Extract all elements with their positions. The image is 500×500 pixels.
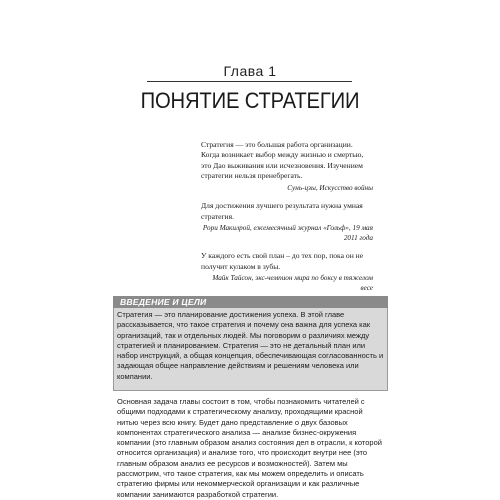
section-heading-banner <box>113 296 388 308</box>
epigraph-text: Стратегия — это большая работа организации. Когда возникает выбор между жизнью и смертью, это Дао выживания или исчезновения. Изучением стратегии нельзя пренебрегать. <box>201 140 364 181</box>
intro-paragraph: Стратегия — это планирование достижения успеха. В этой главе рассказывается, что такое стратегия и почему она важна для успеха как организаций, так и отдельных людей. Мы поговорим о различиях между стратегией и планированием. Стратегия — это не детальный план или набор инструкций, а общая концепция, обеспечивающая согласованность и задающая общее направление действиям и решениям человека или компании. <box>117 310 384 381</box>
section-heading: ВВЕДЕНИЕ И ЦЕЛИ <box>120 297 207 307</box>
body-paragraph: Основная задача главы состоит в том, чтобы познакомить читателей с общими подходами к стратегическому анализу, проходящими красной нитью через всю книгу. Будет дано представление о двух базовых компонентах стратегического анализа — анализе бизнес-окружения компании (это главным образом анализ состояния дел в отрасли, к которой относится организация) и анализе того, что происходит внутри нее (это главным образом анализ ее ресурсов и возможностей). Затем мы рассмотрим, что такое стратегия, как мы можем определить и описать стратегию фирмы или некоммерческой организации и как различные компании занимаются разработкой стратегии. <box>117 397 382 499</box>
epigraph-text: Для достижения лучшего результата нужна умная стратегия. <box>201 201 363 221</box>
epigraph-author: Сунь-цзы, Искусство войны <box>287 183 373 192</box>
chapter-divider <box>147 81 352 82</box>
epigraph-author: Майк Тайсон, экс-чемпион мира по боксу в тяжелом весе <box>212 274 373 292</box>
epigraphs <box>201 140 373 293</box>
epigraph-text: У каждого есть свой план – до тех пор, пока он не получит кулаком в зубы. <box>201 251 364 271</box>
chapter-label: Глава 1 <box>223 63 277 79</box>
chapter-title: ПОНЯТИЕ СТРАТЕГИИ <box>140 88 360 113</box>
epigraph-spacer <box>201 193 373 201</box>
epigraph-author: Рори Макилрой, ежемесячный журнал «Гольф», 19 мая 2011 года <box>202 224 373 242</box>
epigraph-spacer <box>201 243 373 251</box>
